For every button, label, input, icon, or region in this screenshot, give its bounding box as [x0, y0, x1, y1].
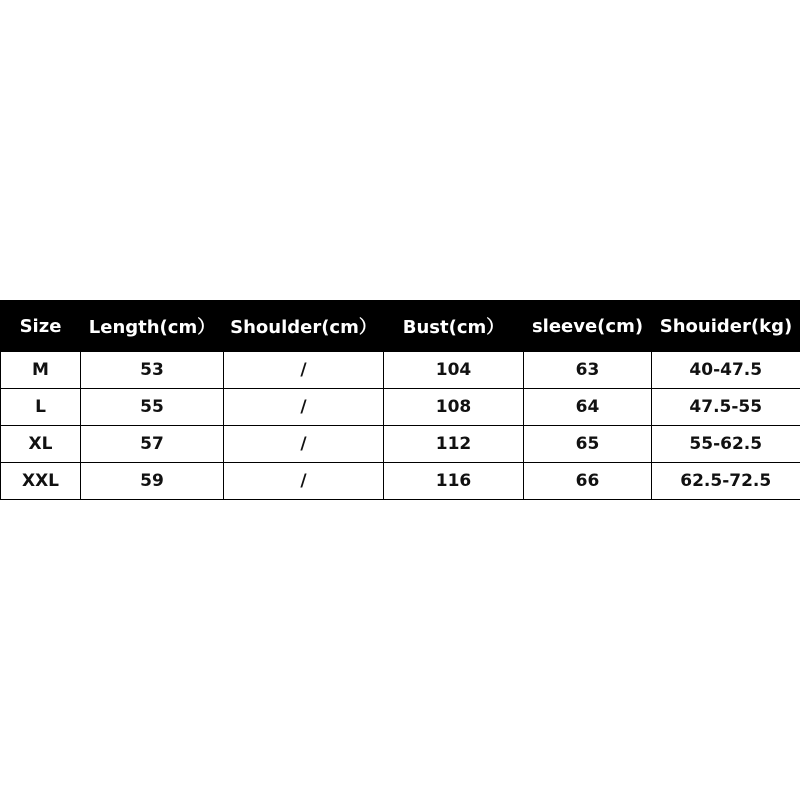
- table-row: [1, 389, 800, 426]
- cell-length: 55: [81, 389, 224, 426]
- cell-sleeve: 63: [524, 352, 652, 389]
- size-chart-table: [0, 300, 800, 500]
- cell-length: 59: [81, 463, 224, 500]
- table-row: [1, 352, 800, 389]
- cell-size: XL: [1, 426, 81, 463]
- cell-length: 57: [81, 426, 224, 463]
- cell-size: L: [1, 389, 81, 426]
- cell-bust: 116: [384, 463, 524, 500]
- header-bust: Bust(cm）: [384, 301, 524, 352]
- cell-bust: 108: [384, 389, 524, 426]
- cell-shoulder: /: [224, 352, 384, 389]
- header-length: Length(cm）: [81, 301, 224, 352]
- cell-size: M: [1, 352, 81, 389]
- cell-weight: 40-47.5: [652, 352, 800, 389]
- cell-sleeve: 64: [524, 389, 652, 426]
- cell-shoulder: /: [224, 426, 384, 463]
- table-row: [1, 463, 800, 500]
- table-row: [1, 426, 800, 463]
- table-header: [1, 301, 800, 352]
- cell-sleeve: 66: [524, 463, 652, 500]
- table-body: [1, 352, 800, 500]
- header-shoulder: Shoulder(cm）: [224, 301, 384, 352]
- cell-shoulder: /: [224, 463, 384, 500]
- header-weight: Shouider(kg): [652, 301, 800, 352]
- cell-bust: 112: [384, 426, 524, 463]
- cell-length: 53: [81, 352, 224, 389]
- cell-weight: 62.5-72.5: [652, 463, 800, 500]
- cell-size: XXL: [1, 463, 81, 500]
- cell-shoulder: /: [224, 389, 384, 426]
- header-size: Size: [1, 301, 81, 352]
- header-row: [1, 301, 800, 352]
- cell-sleeve: 65: [524, 426, 652, 463]
- cell-weight: 55-62.5: [652, 426, 800, 463]
- header-sleeve: sleeve(cm): [524, 301, 652, 352]
- cell-bust: 104: [384, 352, 524, 389]
- cell-weight: 47.5-55: [652, 389, 800, 426]
